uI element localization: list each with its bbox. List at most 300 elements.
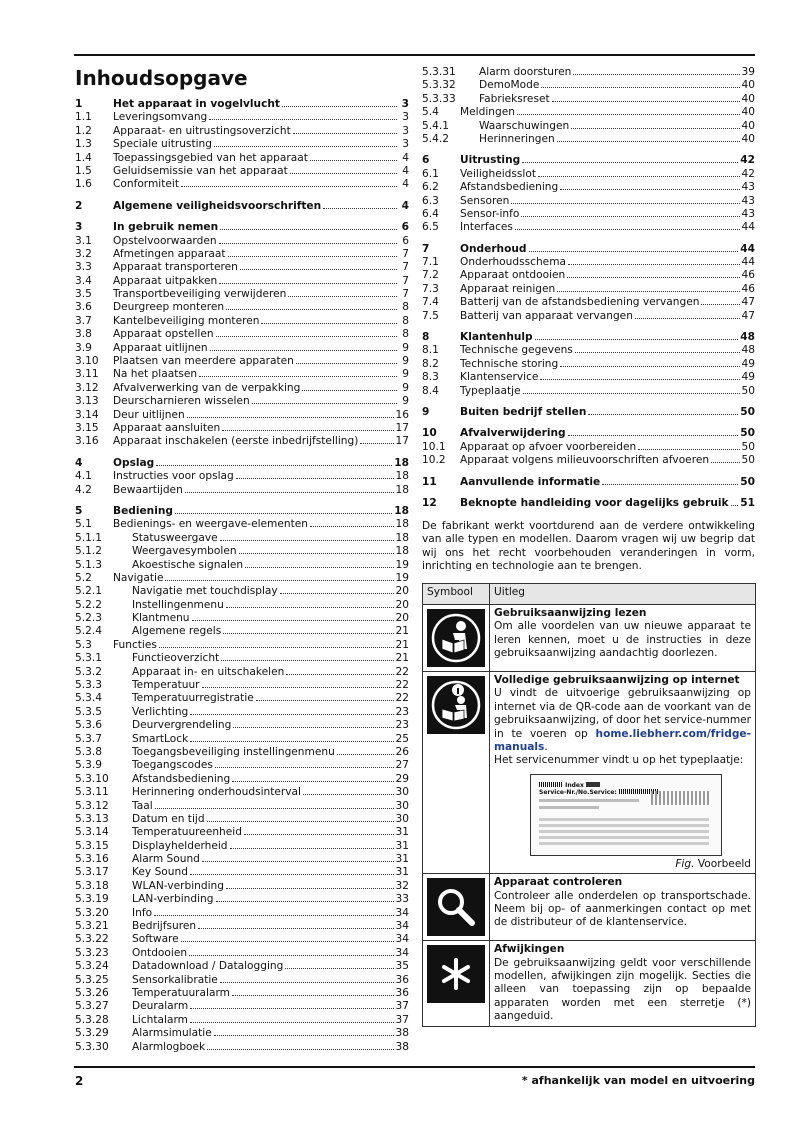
toc-entry-title: Datum en tijd xyxy=(132,812,205,825)
toc-entry-page: 40 xyxy=(741,106,755,119)
toc-entry[interactable] xyxy=(422,497,755,510)
toc-entry[interactable] xyxy=(422,371,755,384)
figure-label: Fig. xyxy=(675,857,695,870)
toc-leader-dots xyxy=(540,379,739,380)
toc-leader-dots xyxy=(214,1035,394,1036)
toc-entry-number: 5.3.30 xyxy=(75,1040,109,1053)
toc-entry-title: Ontdooien xyxy=(132,946,188,959)
toc-entry-number: 9 xyxy=(422,405,430,418)
toc-entry[interactable] xyxy=(75,342,409,355)
toc-spacer xyxy=(422,419,755,427)
toc-leader-dots xyxy=(187,417,394,418)
toc-entry[interactable] xyxy=(75,315,409,328)
toc-leader-dots xyxy=(517,114,740,115)
intro-paragraph: De fabrikant werkt voortdurend aan de verdere ontwikkeling van alle typen en modellen. Daarom vragen wij uw begrip dat wij ons het recht voorbehouden veranderingen in vorm, inrichting en technologie aan te brengen. xyxy=(422,520,755,573)
toc-spacer xyxy=(422,489,755,497)
toc-entry[interactable] xyxy=(75,652,409,665)
toc-entry[interactable] xyxy=(75,866,409,879)
toc-entry-number: 5.3.21 xyxy=(75,920,109,933)
toc-entry-title: Apparaat opstellen xyxy=(113,328,214,341)
toc-entry-page: 3 xyxy=(401,98,409,110)
toc-entry-title: Sensoren xyxy=(460,194,510,207)
toc-spacer xyxy=(75,192,409,200)
toc-entry[interactable] xyxy=(75,261,409,274)
toc-entry-title: Apparaat uitlijnen xyxy=(113,341,208,354)
toc-entry[interactable] xyxy=(75,625,409,638)
toc-entry[interactable] xyxy=(75,639,409,652)
manuals-link[interactable]: home.liebherr.com/fridge-manuals xyxy=(494,727,751,754)
toc-entry-page: 21 xyxy=(395,638,409,651)
toc-entry-title: Geluidsemissie van het apparaat xyxy=(113,164,288,177)
toc-leader-dots xyxy=(303,794,394,795)
toc-entry-page: 46 xyxy=(741,269,755,282)
toc-entry-number: 3.16 xyxy=(75,435,99,448)
toc-entry[interactable] xyxy=(422,195,755,208)
toc-entry[interactable] xyxy=(422,476,755,489)
toc-entry-page: 44 xyxy=(741,256,755,269)
toc-entry[interactable] xyxy=(75,328,409,341)
toc-entry-number: 1.5 xyxy=(75,164,92,177)
toc-leader-dots xyxy=(521,216,739,217)
col-symbol-header: Symbool xyxy=(423,584,490,605)
toc-entry-number: 10 xyxy=(422,427,437,440)
toc-entry[interactable] xyxy=(75,786,409,799)
toc-leader-dots xyxy=(280,593,394,594)
toc-entry-number: 5.3.2 xyxy=(75,665,102,678)
toc-entry-number: 5.1.3 xyxy=(75,558,102,571)
toc-entry[interactable] xyxy=(422,168,755,181)
toc-entry-title: Toepassingsgebied van het apparaat xyxy=(113,151,308,164)
toc-entry[interactable] xyxy=(75,152,409,165)
toc-entry[interactable] xyxy=(75,484,409,497)
toc-leader-dots xyxy=(207,821,394,822)
toc-entry-number: 5.3.5 xyxy=(75,705,102,718)
table-row: Volledige gebruiksaanwijzing op internet U vindt de uitvoerige gebruiksaanwijzing op internet via de QR-code aan de voorkant van de gebruiksaanwijzing, of door het service-nummer in te voeren op home.liebherr.com/fridge-manuals. Het servicenummer vindt u op het typeplaatje: Index Service-Nr./No.Service: Fig. Voorbeeld xyxy=(423,672,756,874)
toc-entry-number: 7 xyxy=(422,242,430,255)
toc-entry[interactable] xyxy=(422,79,755,92)
toc-entry[interactable] xyxy=(75,435,409,448)
toc-entry[interactable] xyxy=(75,235,409,248)
toc-entry-title: Technische gegevens xyxy=(460,344,573,357)
toc-entry-title: Onderhoudsschema xyxy=(460,256,567,269)
toc-entry-page: 21 xyxy=(395,652,409,665)
toc-entry-number: 5.3.25 xyxy=(75,973,109,986)
toc-entry-title: Instellingenmenu xyxy=(132,598,224,611)
toc-leader-dots xyxy=(296,363,397,364)
toc-entry[interactable] xyxy=(75,987,409,1000)
toc-entry-number: 3.13 xyxy=(75,395,99,408)
toc-entry[interactable] xyxy=(75,692,409,705)
toc-entry-number: 5.3.23 xyxy=(75,946,109,959)
toc-entry[interactable] xyxy=(422,120,755,133)
toc-leader-dots xyxy=(731,505,739,506)
toc-entry[interactable] xyxy=(75,840,409,853)
toc-entry-title: Apparaat- en uitrustingsoverzicht xyxy=(113,124,291,137)
toc-entry[interactable] xyxy=(75,275,409,288)
toc-entry[interactable] xyxy=(75,545,409,558)
toc-entry[interactable] xyxy=(75,1000,409,1013)
toc-entry-page: 17 xyxy=(395,421,409,434)
toc-entry-page: 18 xyxy=(395,545,409,558)
toc-entry-page: 43 xyxy=(741,181,755,194)
toc-entry[interactable] xyxy=(75,382,409,395)
toc-entry[interactable] xyxy=(422,441,755,454)
toc-entry-number: 7.5 xyxy=(422,309,439,322)
toc-leader-dots xyxy=(638,449,739,450)
toc-entry-title: Apparaat inschakelen (eerste inbedrijfstelling) xyxy=(113,435,359,448)
toc-entry[interactable] xyxy=(75,719,409,732)
toc-entry-page: 17 xyxy=(395,435,409,448)
toc-leader-dots xyxy=(198,928,393,929)
toc-entry-page: 4 xyxy=(402,164,409,177)
toc-entry[interactable] xyxy=(75,893,409,906)
toc-entry[interactable] xyxy=(75,355,409,368)
toc-entry-number: 5.2.4 xyxy=(75,625,102,638)
toc-entry[interactable] xyxy=(75,853,409,866)
toc-entry[interactable] xyxy=(75,221,409,234)
toc-entry-number: 5.3.7 xyxy=(75,732,102,745)
toc-entry[interactable] xyxy=(422,66,755,79)
footer-note: * afhankelijk van model en uitvoering xyxy=(521,1074,755,1087)
toc-leader-dots xyxy=(214,146,397,147)
toc-entry-title: Onderhoud xyxy=(460,242,527,255)
toc-entry-number: 3.2 xyxy=(75,247,92,260)
toc-entry-page: 20 xyxy=(395,598,409,611)
table-row xyxy=(423,941,756,1026)
toc-entry-page: 8 xyxy=(402,301,409,314)
toc-leader-dots xyxy=(285,968,393,969)
toc-entry-page: 30 xyxy=(395,799,409,812)
toc-entry-title: Toegangsbeveiliging instellingenmenu xyxy=(132,745,335,758)
toc-leader-dots xyxy=(568,264,740,265)
toc-leader-dots xyxy=(226,888,394,889)
toc-entry-number: 5.3.12 xyxy=(75,799,109,812)
toc-entry-number: 5.3.31 xyxy=(422,66,456,78)
toc-entry-page: 25 xyxy=(395,732,409,745)
toc-entry[interactable] xyxy=(75,679,409,692)
toc-entry-page: 23 xyxy=(395,705,409,718)
toc-entry-title: Key Sound xyxy=(132,866,188,879)
toc-entry-number: 6.3 xyxy=(422,194,439,207)
toc-entry-title: Opslag xyxy=(113,456,155,469)
toc-entry[interactable] xyxy=(75,733,409,746)
toc-entry-page: 18 xyxy=(394,504,409,517)
toc-entry[interactable] xyxy=(75,505,409,518)
toc-entry[interactable] xyxy=(75,960,409,973)
toc-leader-dots xyxy=(226,309,397,310)
toc-entry[interactable] xyxy=(75,974,409,987)
toc-spacer xyxy=(422,398,755,406)
toc-entry-title: Bewaartijden xyxy=(113,483,183,496)
toc-leader-dots xyxy=(286,674,393,675)
toc-leader-dots xyxy=(232,781,393,782)
toc-entry-number: 3.3 xyxy=(75,261,92,274)
toc-entry-title: Bedienings- en weergave-elementen xyxy=(113,518,308,531)
toc-leader-dots xyxy=(552,101,740,102)
toc-entry-page: 7 xyxy=(402,261,409,274)
toc-entry[interactable] xyxy=(75,138,409,151)
toc-entry[interactable] xyxy=(75,599,409,612)
toc-entry-title: Statusweergave xyxy=(132,531,218,544)
toc-entry[interactable] xyxy=(422,106,755,119)
toc-entry-page: 42 xyxy=(741,167,755,180)
toc-leader-dots xyxy=(529,251,739,252)
toc-entry[interactable] xyxy=(75,368,409,381)
toc-entry-number: 1.3 xyxy=(75,138,92,151)
toc-entry[interactable] xyxy=(422,208,755,221)
toc-entry[interactable] xyxy=(75,98,409,111)
toc-entry[interactable] xyxy=(75,666,409,679)
toc-leader-dots xyxy=(711,462,739,463)
toc-entry-page: 49 xyxy=(741,371,755,384)
toc-entry-title: Beknopte handleiding voor dagelijks gebruik xyxy=(460,496,729,509)
toc-entry[interactable] xyxy=(75,470,409,483)
toc-entry-page: 43 xyxy=(741,194,755,207)
toc-entry-page: 7 xyxy=(402,274,409,287)
toc-leader-dots xyxy=(223,633,393,634)
toc-entry-title: Software xyxy=(132,933,179,946)
toc-entry[interactable] xyxy=(75,572,409,585)
toc-entry-page: 36 xyxy=(395,987,409,999)
toc-entry-page: 18 xyxy=(395,483,409,496)
magnifier-icon xyxy=(427,878,485,936)
toc-entry-title: Veiligheidsslot xyxy=(460,167,537,180)
toc-entry-title: Navigatie xyxy=(113,571,164,584)
toc-leader-dots xyxy=(220,540,394,541)
toc-left-column xyxy=(75,98,409,1054)
toc-entry[interactable] xyxy=(75,111,409,124)
toc-entry[interactable] xyxy=(75,395,409,408)
toc-entry-number: 5.3.24 xyxy=(75,960,109,973)
toc-entry[interactable] xyxy=(75,759,409,772)
toc-entry-page: 34 xyxy=(395,906,409,919)
toc-entry-title: Klantenservice xyxy=(460,371,539,384)
toc-entry-title: Sensorkalibratie xyxy=(132,973,218,986)
toc-entry[interactable] xyxy=(75,288,409,301)
toc-entry-title: Aanvullende informatie xyxy=(460,475,601,488)
toc-entry-page: 31 xyxy=(395,839,409,852)
toc-leader-dots xyxy=(560,189,739,190)
toc-entry-number: 6.4 xyxy=(422,207,439,220)
toc-entry[interactable] xyxy=(422,454,755,467)
toc-entry-number: 5.3.17 xyxy=(75,866,109,879)
toc-leader-dots xyxy=(310,526,394,527)
toc-entry[interactable] xyxy=(75,612,409,625)
toc-entry-number: 5.1.1 xyxy=(75,531,102,544)
toc-entry[interactable] xyxy=(75,457,409,470)
toc-leader-dots xyxy=(202,687,394,688)
toc-entry[interactable] xyxy=(75,947,409,960)
toc-leader-dots xyxy=(209,119,397,120)
toc-leader-dots xyxy=(252,403,397,404)
toc-leader-dots xyxy=(199,376,397,377)
toc-entry[interactable] xyxy=(75,248,409,261)
toc-entry-title: Weergavesymbolen xyxy=(132,545,237,558)
toc-entry[interactable] xyxy=(75,907,409,920)
toc-entry-number: 5.3.10 xyxy=(75,772,109,785)
toc-entry[interactable] xyxy=(75,800,409,813)
toc-entry-page: 37 xyxy=(395,1013,409,1026)
table-row xyxy=(423,605,756,672)
toc-entry[interactable] xyxy=(75,409,409,422)
toc-leader-dots xyxy=(557,141,740,142)
toc-entry[interactable] xyxy=(75,706,409,719)
toc-entry-title: Temperatuuralarm xyxy=(132,987,230,999)
toc-entry-number: 3.1 xyxy=(75,234,92,247)
toc-entry-number: 6.5 xyxy=(422,221,439,234)
toc-leader-dots xyxy=(293,133,397,134)
toc-entry-page: 35 xyxy=(395,960,409,973)
toc-entry-title: Technische storing xyxy=(460,357,559,370)
toc-entry[interactable] xyxy=(75,178,409,191)
toc-entry[interactable] xyxy=(422,269,755,282)
toc-leader-dots xyxy=(557,291,739,292)
toc-spacer xyxy=(422,323,755,331)
toc-entry-number: 3.7 xyxy=(75,314,92,327)
toc-entry-title: Lichtalarm xyxy=(132,1013,188,1026)
toc-entry[interactable] xyxy=(422,243,755,256)
toc-entry-number: 3.10 xyxy=(75,355,99,368)
toc-leader-dots xyxy=(560,366,739,367)
toc-entry-page: 34 xyxy=(395,946,409,959)
toc-entry[interactable] xyxy=(75,559,409,572)
toc-entry-page: 19 xyxy=(395,571,409,584)
toc-leader-dots xyxy=(181,186,397,187)
toc-entry-page: 50 xyxy=(740,475,755,488)
toc-entry-title: Opstelvoorwaarden xyxy=(113,234,217,247)
toc-entry-page: 18 xyxy=(395,531,409,544)
toc-entry-number: 3.12 xyxy=(75,381,99,394)
toc-entry-page: 18 xyxy=(395,470,409,483)
toc-entry-number: 5.3.33 xyxy=(422,92,456,105)
toc-entry[interactable] xyxy=(422,133,755,146)
col-uitleg-header: Uitleg xyxy=(490,584,756,605)
toc-entry[interactable] xyxy=(422,358,755,371)
toc-entry[interactable] xyxy=(422,427,755,440)
toc-entry-number: 6.2 xyxy=(422,181,439,194)
toc-entry[interactable] xyxy=(75,880,409,893)
toc-entry-number: 1 xyxy=(75,98,83,110)
toc-entry-page: 48 xyxy=(740,331,755,344)
toc-entry-number: 5.4 xyxy=(422,106,439,119)
toc-entry-title: Deurgreep monteren xyxy=(113,301,225,314)
toc-entry-page: 4 xyxy=(401,199,409,212)
toc-entry-page: 9 xyxy=(402,355,409,368)
toc-entry-number: 3.6 xyxy=(75,301,92,314)
toc-entry-page: 3 xyxy=(402,138,409,151)
toc-entry[interactable] xyxy=(422,296,755,309)
toc-entry-page: 22 xyxy=(395,665,409,678)
toc-entry-page: 40 xyxy=(741,119,755,132)
toc-entry-title: Bediening xyxy=(113,504,173,517)
toc-entry-number: 5.3 xyxy=(75,638,92,651)
toc-entry-number: 5.3.26 xyxy=(75,987,109,999)
toc-entry[interactable] xyxy=(75,518,409,531)
toc-entry-title: Navigatie met touchdisplay xyxy=(132,585,278,598)
toc-entry[interactable] xyxy=(422,406,755,419)
toc-entry-title: Alarmlogboek xyxy=(132,1040,206,1053)
toc-entry-page: 26 xyxy=(395,745,409,758)
toc-entry-number: 3 xyxy=(75,221,83,234)
toc-entry[interactable] xyxy=(422,93,755,106)
toc-entry[interactable] xyxy=(75,1014,409,1027)
toc-entry-number: 5.3.18 xyxy=(75,879,109,892)
toc-entry[interactable] xyxy=(75,301,409,314)
toc-entry-number: 8.4 xyxy=(422,384,439,397)
toc-entry-title: Instructies voor opslag xyxy=(113,470,234,483)
toc-entry-page: 47 xyxy=(741,296,755,309)
toc-entry-number: 5.3.6 xyxy=(75,719,102,732)
toc-spacer xyxy=(75,449,409,457)
toc-leader-dots xyxy=(568,435,739,436)
toc-entry-title: Functies xyxy=(113,638,157,651)
toc-entry[interactable] xyxy=(75,200,409,213)
toc-entry[interactable] xyxy=(75,746,409,759)
toc-entry-title: Meldingen xyxy=(460,106,515,119)
toc-entry[interactable] xyxy=(422,344,755,357)
toc-entry[interactable] xyxy=(422,310,755,323)
toc-entry-page: 43 xyxy=(741,207,755,220)
toc-entry-number: 6.1 xyxy=(422,167,439,180)
toc-entry-page: 31 xyxy=(395,826,409,839)
toc-entry[interactable] xyxy=(422,154,755,167)
toc-leader-dots xyxy=(602,484,738,485)
toc-entry[interactable] xyxy=(75,125,409,138)
toc-entry[interactable] xyxy=(75,813,409,826)
toc-entry-title: Apparaat reinigen xyxy=(460,282,556,295)
plate-index-label: Index xyxy=(565,781,584,789)
toc-leader-dots xyxy=(575,352,740,353)
toc-entry-title: Alarmsimulatie xyxy=(132,1027,212,1040)
toc-entry[interactable] xyxy=(75,1027,409,1040)
toc-entry-page: 32 xyxy=(395,879,409,892)
toc-entry[interactable] xyxy=(422,283,755,296)
toc-entry[interactable] xyxy=(75,1041,409,1054)
row-text: De gebruiksaanwijzing geldt voor verschillende modellen, afwijkingen zijn mogelijk. Secties die alleen van toepassing zijn op bepaalde apparaten worden met een sterretje (*) aangeduid. xyxy=(494,956,751,1023)
toc-entry-page: 38 xyxy=(395,1027,409,1040)
toc-entry[interactable] xyxy=(422,181,755,194)
toc-leader-dots xyxy=(538,176,740,177)
toc-entry-page: 47 xyxy=(741,309,755,322)
toc-entry[interactable] xyxy=(75,826,409,839)
toc-entry[interactable] xyxy=(75,532,409,545)
toc-entry[interactable] xyxy=(422,221,755,234)
toc-leader-dots xyxy=(302,390,397,391)
toc-entry[interactable] xyxy=(75,933,409,946)
toc-entry[interactable] xyxy=(75,773,409,786)
toc-spacer xyxy=(422,235,755,243)
toc-entry[interactable] xyxy=(422,385,755,398)
toc-leader-dots xyxy=(202,861,394,862)
toc-leader-dots xyxy=(216,336,397,337)
online-manual-icon xyxy=(427,676,485,734)
toc-entry-title: Afmetingen apparaat xyxy=(113,247,226,260)
toc-entry[interactable] xyxy=(75,585,409,598)
toc-entry[interactable] xyxy=(75,920,409,933)
toc-entry-title: Apparaat aansluiten xyxy=(113,421,221,434)
toc-entry[interactable] xyxy=(422,256,755,269)
toc-entry[interactable] xyxy=(422,331,755,344)
toc-entry[interactable] xyxy=(75,422,409,435)
toc-entry-title: Klantenhulp xyxy=(460,331,533,344)
toc-entry-number: 5.3.8 xyxy=(75,745,102,758)
toc-entry[interactable] xyxy=(75,165,409,178)
toc-entry-page: 16 xyxy=(395,408,409,421)
toc-entry-title: Verlichting xyxy=(132,705,189,718)
toc-entry-number: 5.3.32 xyxy=(422,79,456,92)
toc-entry-title: Apparaat transporteren xyxy=(113,261,238,274)
plate-service-label: Service-Nr./No.Service: xyxy=(539,788,617,796)
